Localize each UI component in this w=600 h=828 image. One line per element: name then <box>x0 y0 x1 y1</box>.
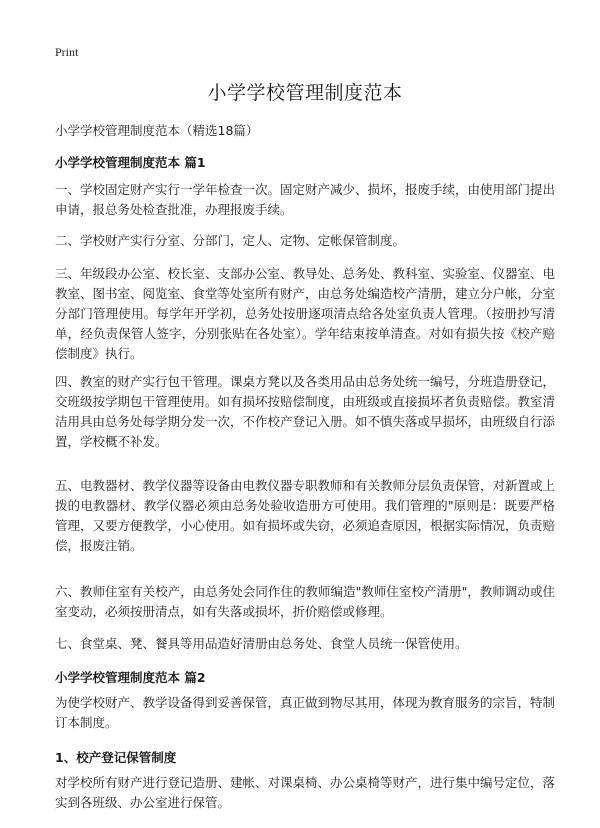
paragraph: 一、学校固定财产实行一学年检查一次。固定财产减少、损坏，报废手续，由使用部门提出申请，报总务处检查批准，办理报废手续。 <box>55 182 556 217</box>
paragraph: 二、学校财产实行分室、分部门，定人、定物、定帐保管制度。 <box>55 233 406 248</box>
section-heading-part1: 小学学校管理制度范本 篇1 <box>55 155 206 170</box>
sub-heading: 1、校产登记保管制度 <box>55 750 177 765</box>
paragraph: 四、教室的财产实行包干管理。课桌方凳以及各类用品由总务处统一编号，分班造册登记，交班级按学期包干管理使用。如有损坏按赔偿制度，由班级或直接损坏者负责赔偿。教室清洁用具由总务处每学期分发一次，不作校产登记入册。如不慎失落或早损坏，由班级自行添置，学校概不补发。 <box>55 374 556 449</box>
paragraph: 五、电教器材、教学仪器等设备由电教仪器专职教师和有关教师分层负责保管，对新置或上拨的电教器材、教学仪器必须由总务处验收造册方可使用。我们管理的"原则是：既要严格管理，又要方便教学，小心使用。如有损坏或失窃，必须追查原因，根据实际情况，负责赔偿，报废注销。 <box>55 478 556 553</box>
section-heading-part2: 小学学校管理制度范本 篇2 <box>55 670 206 685</box>
paragraph: 三、年级段办公室、校长室、支部办公室、教导处、总务处、教科室、实验室、仪器室、电教室、图书室、阅览室、食堂等处室所有财产，由总务处编造校产清册，建立分户帐，分室分部门管理使用。每学年开学初，总务处按册逐项清点给各处室负责人管理。（按册抄写清单，经负责保管人签字，分别张贴在各处室）。学年结束按单清查。对如有损失按《校产赔偿制度》执行。 <box>55 266 556 361</box>
document-subtitle: 小学学校管理制度范本（精选18篇） <box>55 123 259 138</box>
paragraph: 六、教师住室有关校产，由总务处会同作住的教师编造"教师住室校产清册"，教师调动或住室变动，必须按册清点，如有失落或损坏，折价赔偿或修理。 <box>55 584 555 619</box>
paragraph: 七、食堂桌、凳、餐具等用品造好清册由总务处、食堂人员统一保管使用。 <box>55 636 468 651</box>
print-link[interactable]: Print <box>55 45 79 59</box>
paragraph: 对学校所有财产进行登记造册、建帐、对课桌椅、办公桌椅等财产，进行集中编号定位，落实到各班级、办公室进行保管。 <box>55 775 556 810</box>
document-title: 小学学校管理制度范本 <box>207 82 403 104</box>
paragraph: 为使学校财产、教学设备得到妥善保管，真正做到物尽其用，体现为教育服务的宗旨，特制订本制度。 <box>55 695 556 730</box>
